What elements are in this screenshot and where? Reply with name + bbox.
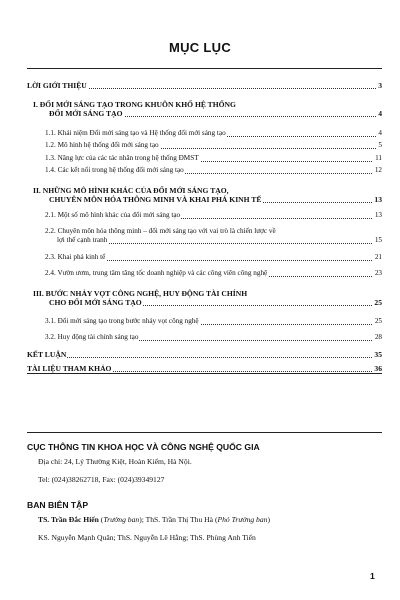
toc-entry-page: 35 [374, 350, 382, 359]
toc-entry[interactable] [27, 350, 382, 359]
toc-entry-page: 11 [375, 154, 382, 162]
toc-entry[interactable] [45, 154, 382, 163]
toc-entry-page: 3 [378, 81, 382, 90]
toc-entry[interactable] [45, 317, 382, 326]
toc-entry-page: 13 [374, 211, 382, 219]
toc-entry-page: 23 [374, 269, 382, 277]
toc-entry[interactable] [45, 227, 382, 245]
toc-entry-text: II. NHỮNG MÔ HÌNH KHÁC CỦA ĐỔI MỚI SÁNG TẠO, [33, 186, 229, 195]
toc-entry-text: 2.4. Vườn ươm, trung tâm tăng tốc doanh nghiệp và các công viên công nghệ [45, 269, 268, 277]
toc-entry-page: 4 [378, 109, 382, 118]
editor-in-chief-role: Trưởng ban [103, 515, 140, 524]
editorial-board-line-1: TS. Trần Đắc Hiến (Trưởng ban); ThS. Trần Thị Thu Hà (Phó Trưởng ban) [38, 515, 270, 524]
section-divider [27, 432, 382, 433]
toc-entry-page: 25 [374, 298, 382, 307]
toc-entry-page: 12 [374, 166, 382, 174]
publisher-name: CỤC THÔNG TIN KHOA HỌC VÀ CÔNG NGHỆ QUỐC GIA [27, 442, 260, 452]
toc-entry[interactable] [45, 166, 382, 175]
toc-entry-page: 21 [374, 253, 382, 261]
toc-entry-page: 13 [374, 195, 382, 204]
toc-entry-text-cont: CHUYÊN MÔN HÓA THÔNG MINH VÀ KHAI PHÁ KINH TẾ [49, 195, 262, 204]
page-number: 1 [370, 571, 375, 581]
toc-entry-text: 2.3. Khai phá kinh tế [45, 253, 106, 261]
toc-entry-page: 25 [374, 317, 382, 325]
toc-entry-text-cont: CHO ĐỔI MỚI SÁNG TẠO [49, 298, 142, 307]
toc-entry-text: 1.2. Mô hình hệ thống đổi mới sáng tạo [45, 141, 159, 149]
toc-entry-text-cont: ĐỔI MỚI SÁNG TẠO [49, 109, 123, 118]
toc-entry[interactable] [45, 141, 382, 150]
toc-entry-text: 2.2. Chuyên môn hóa thông minh – đổi mới sáng tạo với vai trò là chiến lược về [45, 227, 276, 235]
deputy-editor-name: ThS. Trần Thị Thu Hà [145, 515, 214, 524]
toc-entry-text: III. BƯỚC NHẢY VỌT CÔNG NGHỆ, HUY ĐỘNG TÀI CHÍNH [33, 289, 248, 298]
toc-entry[interactable] [33, 289, 382, 307]
toc-entry[interactable] [33, 100, 382, 118]
toc-entry[interactable] [45, 333, 382, 342]
toc-entry-text: LỜI GIỚI THIỆU [27, 81, 87, 90]
table-of-contents [27, 68, 382, 374]
toc-entry-page: 5 [378, 141, 382, 149]
toc-entry[interactable] [27, 81, 382, 90]
toc-entry[interactable] [33, 186, 382, 204]
toc-entry-text: KẾT LUẬN [27, 350, 67, 359]
toc-entry[interactable] [45, 253, 382, 262]
editor-in-chief-name: TS. Trần Đắc Hiến [38, 515, 99, 524]
toc-entry-page: 15 [374, 236, 382, 244]
toc-entry-text: 3.2. Huy động tài chính sáng tạo [45, 333, 139, 341]
toc-entry-text: 3.1. Đổi mới sáng tạo trong bước nhảy vọt công nghệ [45, 317, 199, 325]
editorial-board-heading: BAN BIÊN TẬP [27, 500, 89, 510]
toc-entry-text-cont: lợi thế cạnh tranh [57, 236, 108, 244]
toc-entry[interactable] [45, 211, 382, 220]
toc-entry-text: 1.4. Các kết nối trong hệ thống đổi mới sáng tạo [45, 166, 184, 174]
toc-entry[interactable] [45, 129, 382, 138]
toc-entry-text: TÀI LIỆU THAM KHẢO [27, 364, 112, 373]
toc-entry-text: 2.1. Một số mô hình khác của đổi mới sáng tạo [45, 211, 181, 219]
toc-entry-text: I. ĐỔI MỚI SÁNG TẠO TRONG KHUÔN KHỔ HỆ THỐNG [33, 100, 236, 109]
editorial-board-line-2: KS. Nguyễn Mạnh Quân; ThS. Nguyễn Lê Hằng; ThS. Phùng Anh Tiến [38, 533, 256, 542]
toc-entry-page: 36 [374, 364, 382, 373]
toc-entry-text: 1.1. Khái niệm Đổi mới sáng tạo và Hệ thống đổi mới sáng tạo [45, 129, 226, 137]
toc-entry-page: 28 [374, 333, 382, 341]
toc-entry-page: 4 [378, 129, 382, 137]
toc-entry-text: 1.3. Năng lực của các tác nhân trong hệ thống ĐMST [45, 154, 199, 162]
page-title: MỤC LỤC [168, 40, 232, 55]
publisher-contact: Tel: (024)38262718, Fax: (024)39349127 [38, 475, 165, 484]
toc-entry[interactable] [27, 364, 382, 373]
toc-entry[interactable] [45, 269, 382, 278]
publisher-address: Địa chỉ: 24, Lý Thường Kiệt, Hoàn Kiếm, Hà Nội. [38, 457, 192, 466]
deputy-editor-role: Phó Trưởng ban [217, 515, 268, 524]
